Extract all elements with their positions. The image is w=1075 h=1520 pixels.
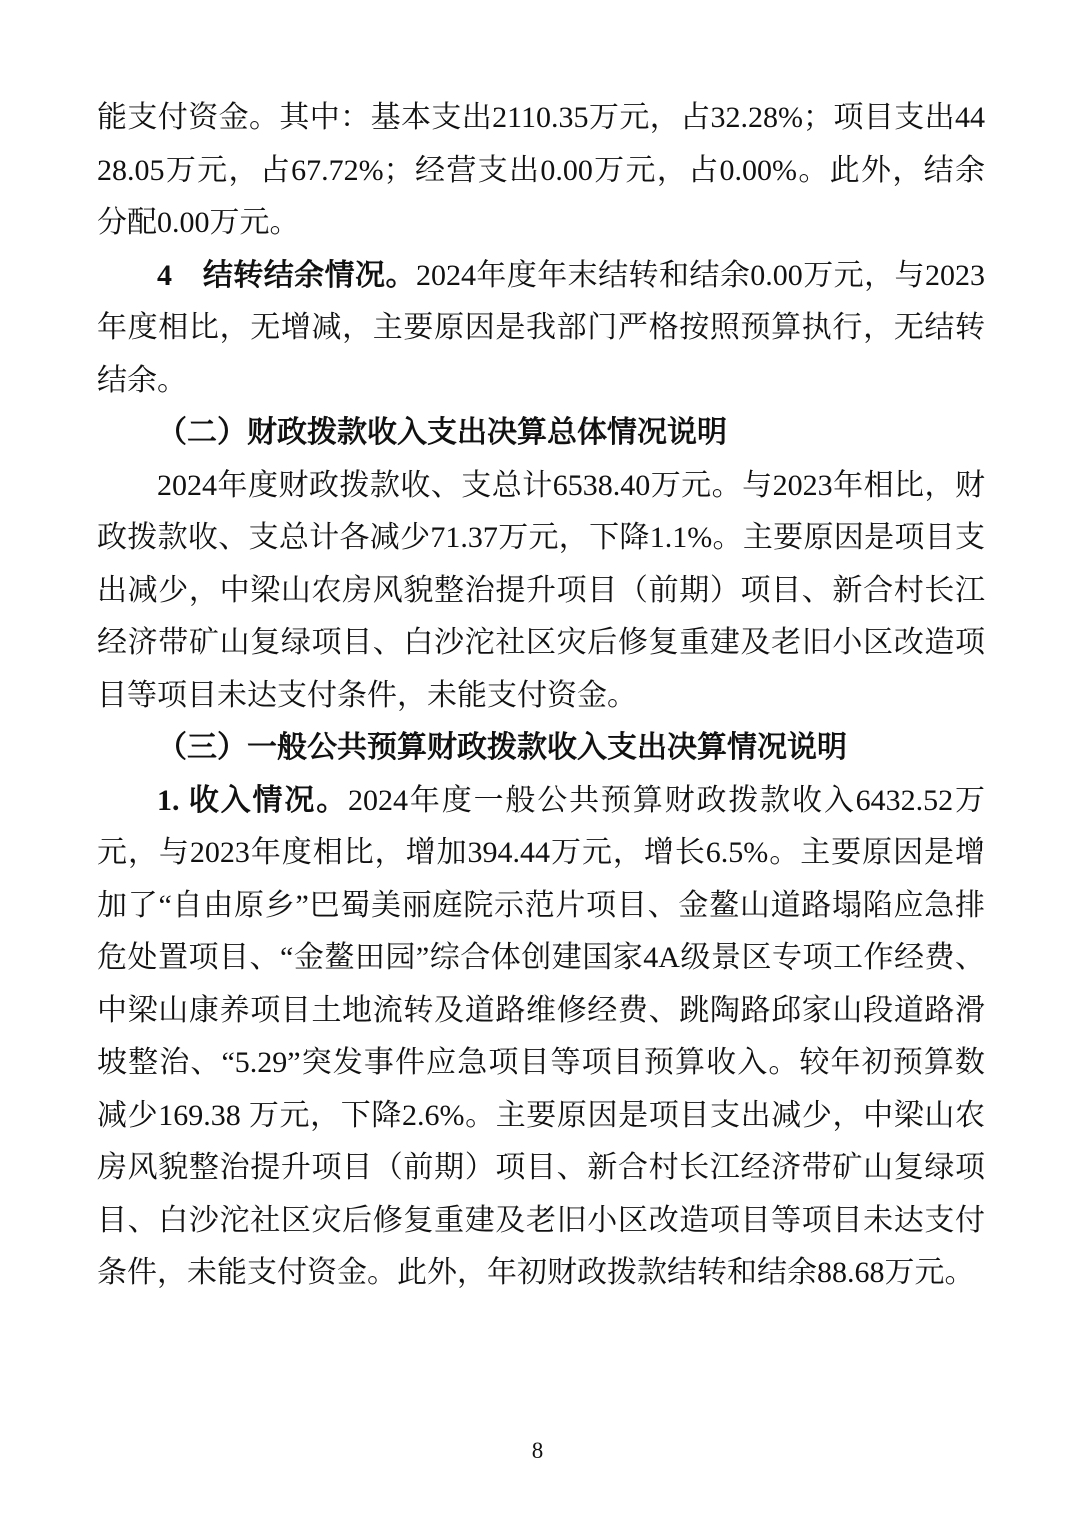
paragraph-fiscal-appropriation-total [97,460,985,723]
text-run: 2024年度一般公共预算财政拨款收入6432.52万元，与2023年度相比，增加394.44万元，增长6.5%。主要原因是增加了“自由原乡”巴蜀美丽庭院示范片项目、金鳌山道路塌陷应急排危处置项目、“金鳌田园”综合体创建国家4A级景区专项工作经费、中梁山康养项目土地流转及道路维修经费、跳陶路邱家山段道路滑坡整治、“5.29”突发事件应急项目等项目预算收入。较年初预算数减少169.38 万元，下降2.6%。主要原因是项目支出减少，中梁山农房风貌整治提升项目（前期）项目、新合村长江经济带矿山复绿项目、白沙沱社区灾后修复重建及老旧小区改造项目等项目未达支付条件，未能支付资金。此外，年初财政拨款结转和结余88.68万元。 [97,783,986,1289]
bold-text-run: 4 结转结余情况。 [157,258,416,292]
heading-section-3 [97,722,985,775]
bold-text-run: （二）财政拨款收入支出决算总体情况说明 [157,416,727,449]
text-run: 2024年度财政拨款收、支总计6538.40万元。与2023年相比，财政拨款收、支总计各减少71.37万元，下降1.1%。主要原因是项目支出减少，中梁山农房风貌整治提升项目（前期）项目、新合村长江经济带矿山复绿项目、白沙沱社区灾后修复重建及老旧小区改造项目等项目未达支付条件，未能支付资金。 [97,468,985,712]
heading-section-2 [97,407,985,460]
page-number: 8 [531,1438,544,1463]
document-body [97,92,985,1300]
paragraph-carryover-balance [97,250,985,408]
paragraph-income-situation [97,775,985,1300]
bold-text-run: （三）一般公共预算财政拨款收入支出决算情况说明 [157,731,847,764]
paragraph-expenditure-breakdown [97,92,985,250]
page-footer [0,1436,1075,1466]
text-run: 能支付资金。其中：基本支出2110.35万元，占32.28%；项目支出4428.05万元，占67.72%；经营支出0.00万元，占0.00%。此外，结余分配0.00万元。 [97,101,985,239]
bold-text-run: 1. 收入情况。 [157,783,349,817]
text-run: 2024年度年末结转和结余0.00万元，与2023年度相比，无增减，主要原因是我部门严格按照预算执行，无结转结余。 [97,258,985,397]
